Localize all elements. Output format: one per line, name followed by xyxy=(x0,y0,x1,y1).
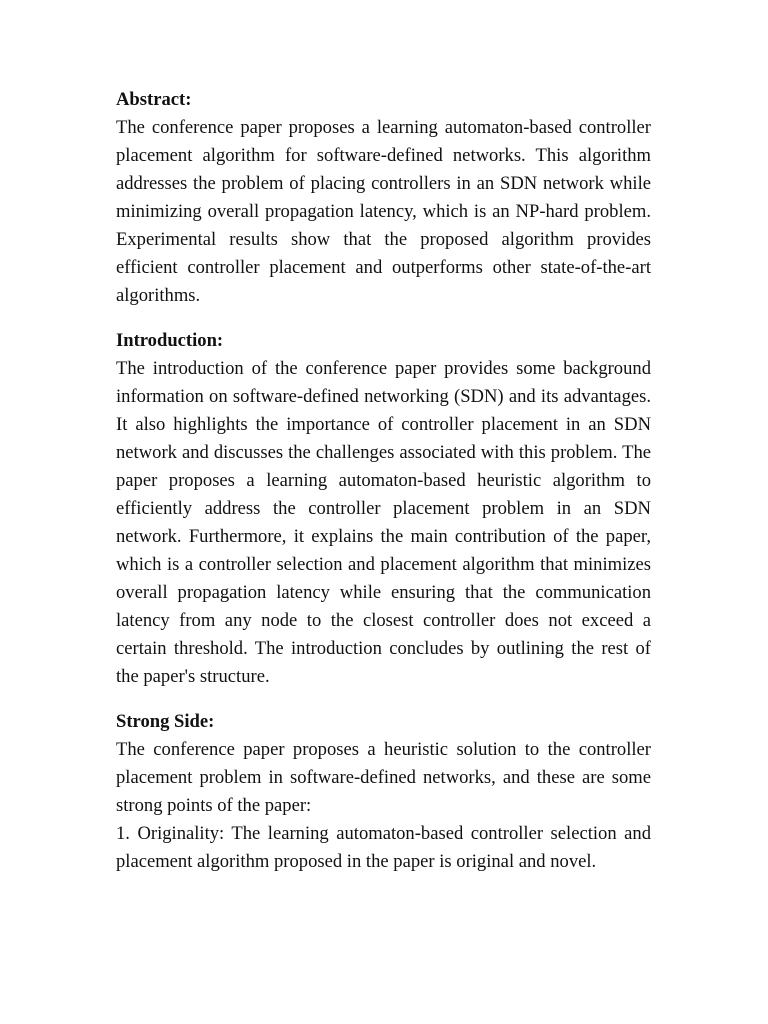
strong-point-item: 1. Originality: The learning automaton-based controller selection and placement algorithm proposed in the paper is original and novel. xyxy=(116,823,651,872)
abstract-paragraph: The conference paper proposes a learning automaton-based controller placement algorithm for software-defined networks. This algorithm addresses the problem of placing controllers in an SDN network while minimizing overall propagation latency, which is an NP-hard problem. Experimental results show that the proposed algorithm provides efficient controller placement and outperforms other state-of-the-art algorithms. xyxy=(116,117,651,306)
document-page xyxy=(116,86,651,893)
abstract-heading: Abstract: xyxy=(116,89,192,110)
introduction-section xyxy=(116,327,651,691)
strong-side-paragraph: The conference paper proposes a heuristic solution to the controller placement problem in software-defined networks, and these are some strong points of the paper: xyxy=(116,739,651,816)
introduction-heading: Introduction: xyxy=(116,330,224,351)
strong-side-heading: Strong Side: xyxy=(116,711,215,732)
strong-side-section xyxy=(116,708,651,876)
abstract-section xyxy=(116,86,651,310)
introduction-paragraph: The introduction of the conference paper provides some background information on software-defined networking (SDN) and its advantages. It also highlights the importance of controller placement in an SDN network and discusses the challenges associated with this problem. The paper proposes a learning automaton-based heuristic algorithm to efficiently address the controller placement problem in an SDN network. Furthermore, it explains the main contribution of the paper, which is a controller selection and placement algorithm that minimizes overall propagation latency while ensuring that the communication latency from any node to the closest controller does not exceed a certain threshold. The introduction concludes by outlining the rest of the paper's structure. xyxy=(116,358,651,687)
